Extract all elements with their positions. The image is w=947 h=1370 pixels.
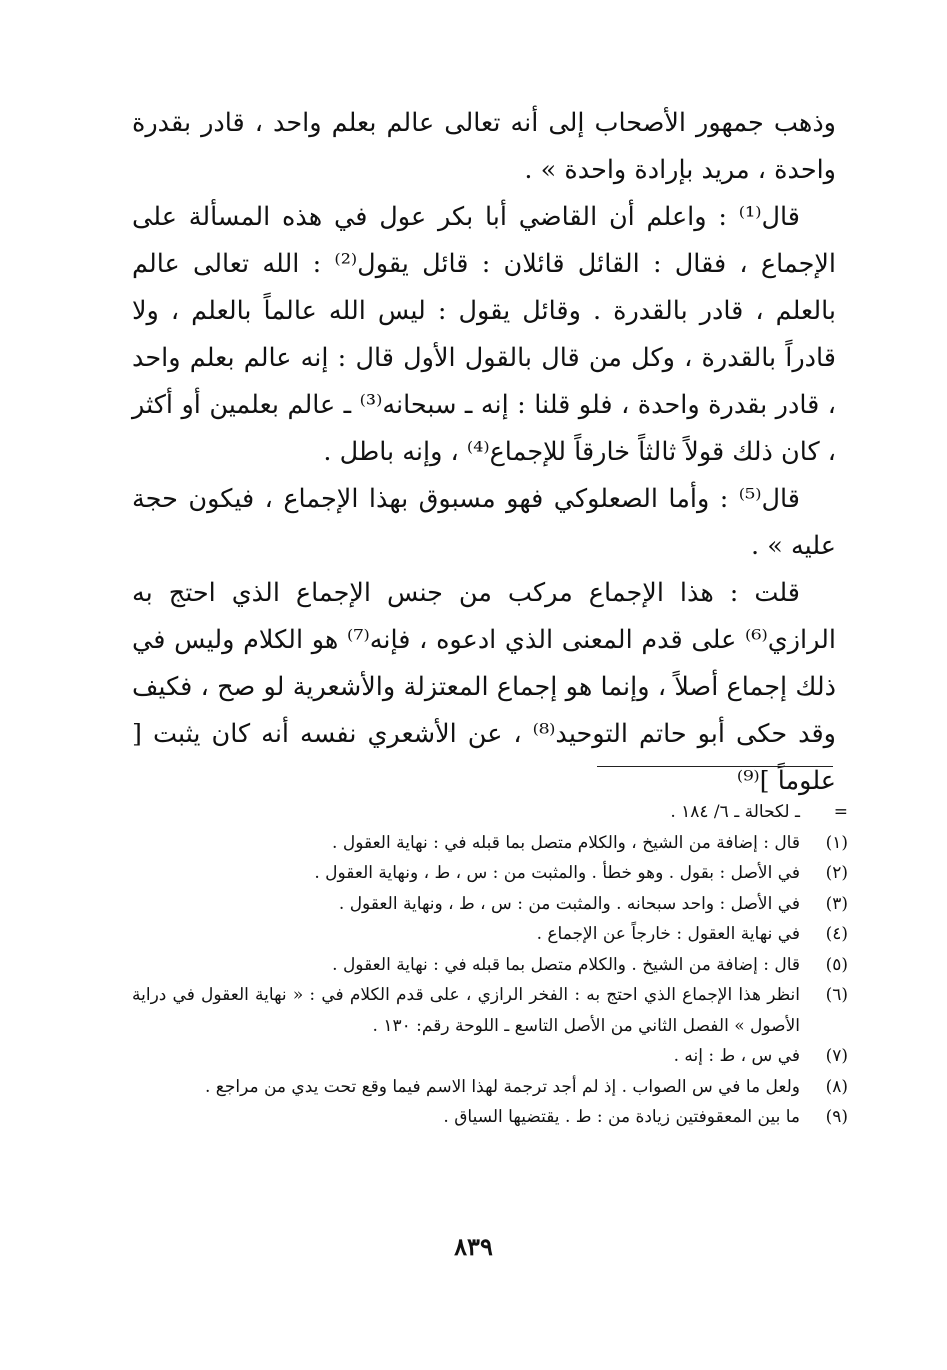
footnote-1	[132, 828, 852, 859]
footnote-number: (٧)	[825, 1046, 848, 1066]
paragraph-3: قال⁽⁵⁾ : وأما الصعلوكي فهو مسبوق بهذا الإجماع ، فيكون حجة عليه » .	[132, 484, 836, 561]
paragraph-2: قال⁽¹⁾ : واعلم أن القاضي أبا بكر عول في هذه المسألة على الإجماع ، فقال : القائل قائلان : قائل يقول⁽²⁾ : الله تعالى عالم بالعلم ، قادر بالقدرة . وقائل يقول : ليس الله عالماً بالعلم ، ولا قادراً بالقدرة ، وكل من قال بالقول الأول قال : إنه عالم بعلم واحد ، قادر بقدرة واحدة ، فلو قلنا : إنه ـ سبحانه⁽³⁾ ـ عالم بعلمين أو أكثر ، كان ذلك قولاً ثالثاً خارقاً للإجماع⁽⁴⁾ ، وإنه باطل .	[132, 202, 836, 467]
paragraph-1: وذهب جمهور الأصحاب إلى أنه تعالى عالم بعلم واحد ، قادر بقدرة واحدة ، مريد بإرادة واحدة » .	[132, 108, 836, 185]
footnote-number: =	[833, 802, 848, 822]
footnote-9	[132, 1102, 852, 1133]
footnote-5	[132, 950, 852, 981]
footnote-text: قال : إضافة من الشيخ ، والكلام متصل بما قبله في : نهاية العقول .	[332, 832, 800, 853]
footnotes	[132, 797, 852, 1133]
footnote-3	[132, 889, 852, 920]
footnote-number: (٨)	[825, 1076, 848, 1097]
footnote-text: ما بين المعقوفتين زيادة من : ط . يقتضيها السياق .	[443, 1107, 800, 1127]
footnote-number: (٤)	[825, 924, 848, 944]
footnote-7	[132, 1041, 852, 1072]
footnote-text: ـ لكحالة ـ ٦/ ١٨٤ .	[670, 802, 800, 822]
footnote-text: قال : إضافة من الشيخ . والكلام متصل بما قبله في : نهاية العقول .	[332, 954, 800, 975]
footnote-4	[132, 919, 852, 950]
footnote-text: في س ، ط : إنه .	[673, 1046, 800, 1066]
footnote-6	[132, 980, 852, 1041]
footnote-number: (٩)	[825, 1107, 848, 1127]
footnote-continuation	[132, 797, 852, 828]
footnote-number: (٦)	[825, 985, 848, 1005]
footnote-text: في الأصل : بقول . وهو خطأ . والمثبت من : س ، ط ، ونهاية العقول .	[314, 863, 800, 883]
footnote-number: (١)	[825, 832, 848, 853]
footnote-text: في الأصل : واحد سبحانه . والمثبت من : س ، ط ، ونهاية العقول .	[338, 893, 800, 914]
footnote-text: في نهاية العقول : خارجاً عن الإجماع .	[536, 924, 800, 944]
footnote-8	[132, 1072, 852, 1103]
page-number: ٨٣٩	[454, 1232, 493, 1261]
main-text	[132, 100, 836, 805]
footnote-text: انظر هذا الإجماع الذي احتج به : الفخر الرازي ، على قدم الكلام في : « نهاية العقول في دراية الأصول » الفصل الثاني من الأصل التاسع ـ اللوحة رقم: ١٣٠ .	[132, 985, 800, 1036]
footnote-2	[132, 858, 852, 889]
footnote-text: ولعل ما في س الصواب . إذ لم أجد ترجمة لهذا الاسم فيما وقع تحت يدي من مراجع .	[205, 1076, 800, 1097]
footnote-divider	[597, 766, 833, 767]
paragraph-4: قلت : هذا الإجماع مركب من جنس الإجماع الذي احتج به الرازي⁽⁶⁾ على قدم المعنى الذي ادعوه ، فإنه⁽⁷⁾ هو الكلام وليس في ذلك إجماع أصلاً ، وإنما هو إجماع المعتزلة والأشعرية لو صح ، فكيف وقد حكى أبو حاتم التوحيد⁽⁸⁾ ، عن الأشعري نفسه أنه كان يثبت [ علوماً ]⁽⁹⁾	[132, 578, 837, 796]
footnote-number: (٢)	[825, 863, 848, 883]
footnote-number: (٥)	[825, 954, 848, 975]
footnote-number: (٣)	[825, 893, 848, 914]
